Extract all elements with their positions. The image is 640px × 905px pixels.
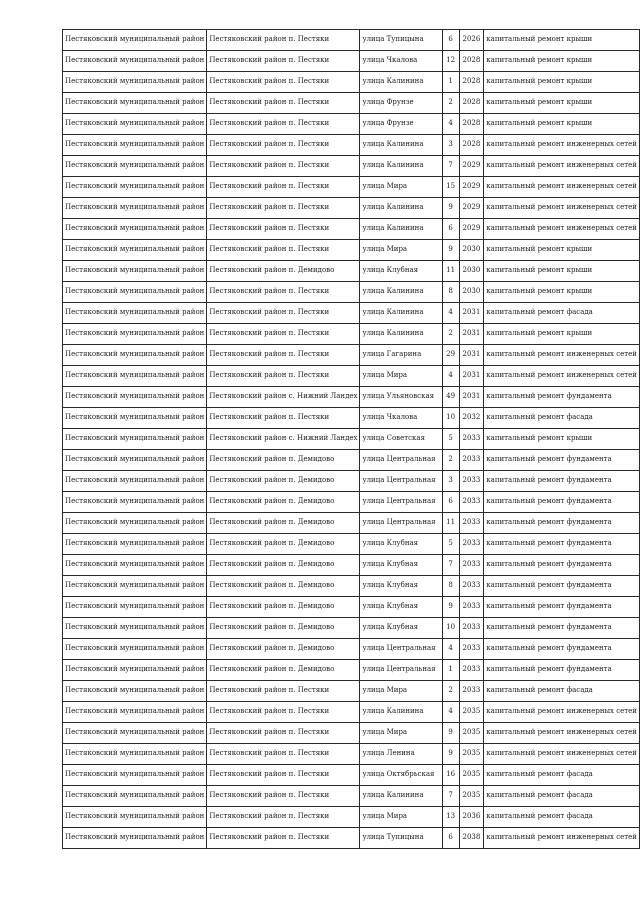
settlement-cell: Пестяковский район п. Демидово [207,660,360,681]
year-cell: 2033 [459,576,484,597]
house-number-cell: 4 [442,114,459,135]
district-cell: Пестяковский муниципальный район [63,450,207,471]
work-type-cell: капитальный ремонт инженерных сетей [484,723,640,744]
house-number-cell: 9 [442,723,459,744]
year-cell: 2038 [459,828,484,849]
settlement-cell: Пестяковский район п. Демидово [207,261,360,282]
table-row [63,303,640,324]
work-type-cell: капитальный ремонт фундамента [484,639,640,660]
year-cell: 2031 [459,303,484,324]
settlement-cell: Пестяковский район п. Пестяки [207,786,360,807]
district-cell: Пестяковский муниципальный район [63,660,207,681]
table-row [63,51,640,72]
settlement-cell: Пестяковский район п. Пестяки [207,240,360,261]
table-row [63,702,640,723]
year-cell: 2033 [459,597,484,618]
district-cell: Пестяковский муниципальный район [63,786,207,807]
work-type-cell: капитальный ремонт инженерных сетей [484,198,640,219]
house-number-cell: 6 [442,219,459,240]
district-cell: Пестяковский муниципальный район [63,492,207,513]
street-cell: улица Тупицына [360,30,442,51]
house-number-cell: 29 [442,345,459,366]
street-cell: улица Клубная [360,555,442,576]
year-cell: 2028 [459,51,484,72]
house-number-cell: 6 [442,492,459,513]
district-cell: Пестяковский муниципальный район [63,513,207,534]
settlement-cell: Пестяковский район п. Демидово [207,597,360,618]
table-row [63,219,640,240]
district-cell: Пестяковский муниципальный район [63,471,207,492]
work-type-cell: капитальный ремонт крыши [484,324,640,345]
settlement-cell: Пестяковский район п. Демидово [207,555,360,576]
table-row [63,177,640,198]
district-cell: Пестяковский муниципальный район [63,597,207,618]
year-cell: 2026 [459,30,484,51]
table-row [63,387,640,408]
district-cell: Пестяковский муниципальный район [63,240,207,261]
table-row [63,156,640,177]
table-row [63,807,640,828]
work-type-cell: капитальный ремонт фундамента [484,513,640,534]
settlement-cell: Пестяковский район п. Пестяки [207,303,360,324]
street-cell: улица Калинина [360,786,442,807]
year-cell: 2031 [459,345,484,366]
street-cell: улица Фрунзе [360,114,442,135]
settlement-cell: Пестяковский район п. Демидово [207,576,360,597]
district-cell: Пестяковский муниципальный район [63,555,207,576]
settlement-cell: Пестяковский район п. Пестяки [207,807,360,828]
work-type-cell: капитальный ремонт крыши [484,30,640,51]
year-cell: 2028 [459,93,484,114]
house-number-cell: 4 [442,303,459,324]
year-cell: 2031 [459,324,484,345]
year-cell: 2033 [459,639,484,660]
street-cell: улица Калинина [360,702,442,723]
house-number-cell: 8 [442,282,459,303]
table-row [63,660,640,681]
house-number-cell: 11 [442,261,459,282]
work-type-cell: капитальный ремонт инженерных сетей [484,828,640,849]
settlement-cell: Пестяковский район п. Пестяки [207,135,360,156]
year-cell: 2035 [459,702,484,723]
house-number-cell: 5 [442,429,459,450]
district-cell: Пестяковский муниципальный район [63,618,207,639]
street-cell: улица Калинина [360,324,442,345]
table-row [63,240,640,261]
table-row [63,576,640,597]
work-type-cell: капитальный ремонт фундамента [484,576,640,597]
house-number-cell: 2 [442,450,459,471]
work-type-cell: капитальный ремонт фасада [484,807,640,828]
district-cell: Пестяковский муниципальный район [63,723,207,744]
table-row [63,534,640,555]
work-type-cell: капитальный ремонт инженерных сетей [484,702,640,723]
settlement-cell: Пестяковский район п. Пестяки [207,282,360,303]
table-row [63,597,640,618]
work-type-cell: капитальный ремонт крыши [484,93,640,114]
table-row [63,72,640,93]
district-cell: Пестяковский муниципальный район [63,744,207,765]
street-cell: улица Калинина [360,135,442,156]
settlement-cell: Пестяковский район п. Пестяки [207,765,360,786]
street-cell: улица Октябрьская [360,765,442,786]
table-row [63,282,640,303]
table-row [63,261,640,282]
work-type-cell: капитальный ремонт фундамента [484,534,640,555]
settlement-cell: Пестяковский район п. Демидово [207,471,360,492]
table-row [63,639,640,660]
house-number-cell: 7 [442,786,459,807]
table-row [63,828,640,849]
work-type-cell: капитальный ремонт инженерных сетей [484,177,640,198]
table-row [63,366,640,387]
house-number-cell: 2 [442,324,459,345]
table-row [63,744,640,765]
house-number-cell: 11 [442,513,459,534]
year-cell: 2032 [459,408,484,429]
district-cell: Пестяковский муниципальный район [63,765,207,786]
street-cell: улица Мира [360,681,442,702]
work-type-cell: капитальный ремонт крыши [484,72,640,93]
house-number-cell: 49 [442,387,459,408]
district-cell: Пестяковский муниципальный район [63,534,207,555]
settlement-cell: Пестяковский район п. Пестяки [207,366,360,387]
table-body [63,30,640,849]
district-cell: Пестяковский муниципальный район [63,156,207,177]
table-row [63,681,640,702]
year-cell: 2035 [459,765,484,786]
table-row [63,471,640,492]
work-type-cell: капитальный ремонт фасада [484,303,640,324]
table-row [63,555,640,576]
year-cell: 2035 [459,723,484,744]
house-number-cell: 3 [442,471,459,492]
settlement-cell: Пестяковский район п. Пестяки [207,219,360,240]
street-cell: улица Ульяновская [360,387,442,408]
district-cell: Пестяковский муниципальный район [63,114,207,135]
table-row [63,786,640,807]
district-cell: Пестяковский муниципальный район [63,345,207,366]
work-type-cell: капитальный ремонт фасада [484,408,640,429]
year-cell: 2033 [459,450,484,471]
work-type-cell: капитальный ремонт крыши [484,282,640,303]
year-cell: 2031 [459,387,484,408]
settlement-cell: Пестяковский район п. Пестяки [207,198,360,219]
street-cell: улица Тупицына [360,828,442,849]
year-cell: 2031 [459,366,484,387]
street-cell: улица Мира [360,240,442,261]
street-cell: улица Центральная [360,513,442,534]
district-cell: Пестяковский муниципальный район [63,135,207,156]
street-cell: улица Центральная [360,492,442,513]
table-row [63,765,640,786]
work-type-cell: капитальный ремонт фундамента [484,618,640,639]
house-number-cell: 5 [442,534,459,555]
street-cell: улица Советская [360,429,442,450]
district-cell: Пестяковский муниципальный район [63,177,207,198]
work-type-cell: капитальный ремонт фасада [484,681,640,702]
street-cell: улица Фрунзе [360,93,442,114]
settlement-cell: Пестяковский район п. Демидово [207,450,360,471]
table-row [63,345,640,366]
house-number-cell: 12 [442,51,459,72]
house-number-cell: 6 [442,30,459,51]
house-number-cell: 9 [442,597,459,618]
year-cell: 2029 [459,177,484,198]
year-cell: 2035 [459,786,484,807]
street-cell: улица Мира [360,723,442,744]
street-cell: улица Чкалова [360,408,442,429]
year-cell: 2029 [459,156,484,177]
repair-schedule-table [62,29,640,849]
district-cell: Пестяковский муниципальный район [63,51,207,72]
table-row [63,30,640,51]
year-cell: 2033 [459,618,484,639]
district-cell: Пестяковский муниципальный район [63,387,207,408]
house-number-cell: 13 [442,807,459,828]
house-number-cell: 9 [442,198,459,219]
street-cell: улица Клубная [360,261,442,282]
work-type-cell: капитальный ремонт инженерных сетей [484,156,640,177]
settlement-cell: Пестяковский район п. Пестяки [207,51,360,72]
house-number-cell: 2 [442,93,459,114]
settlement-cell: Пестяковский район п. Пестяки [207,324,360,345]
house-number-cell: 8 [442,576,459,597]
table-row [63,492,640,513]
table-row [63,198,640,219]
table-row [63,618,640,639]
settlement-cell: Пестяковский район п. Пестяки [207,828,360,849]
district-cell: Пестяковский муниципальный район [63,282,207,303]
district-cell: Пестяковский муниципальный район [63,303,207,324]
district-cell: Пестяковский муниципальный район [63,198,207,219]
table-row [63,513,640,534]
year-cell: 2033 [459,660,484,681]
street-cell: улица Калинина [360,219,442,240]
table-row [63,450,640,471]
year-cell: 2033 [459,492,484,513]
table-row [63,135,640,156]
district-cell: Пестяковский муниципальный район [63,72,207,93]
work-type-cell: капитальный ремонт фасада [484,786,640,807]
house-number-cell: 1 [442,660,459,681]
settlement-cell: Пестяковский район п. Пестяки [207,30,360,51]
year-cell: 2033 [459,681,484,702]
work-type-cell: капитальный ремонт инженерных сетей [484,135,640,156]
street-cell: улица Центральная [360,471,442,492]
settlement-cell: Пестяковский район п. Демидово [207,534,360,555]
street-cell: улица Калинина [360,198,442,219]
year-cell: 2033 [459,471,484,492]
settlement-cell: Пестяковский район с. Нижний Ландех [207,387,360,408]
district-cell: Пестяковский муниципальный район [63,324,207,345]
street-cell: улица Мира [360,807,442,828]
year-cell: 2030 [459,240,484,261]
table-row [63,723,640,744]
year-cell: 2036 [459,807,484,828]
settlement-cell: Пестяковский район п. Пестяки [207,72,360,93]
year-cell: 2033 [459,513,484,534]
street-cell: улица Гагарина [360,345,442,366]
work-type-cell: капитальный ремонт инженерных сетей [484,345,640,366]
house-number-cell: 10 [442,618,459,639]
year-cell: 2030 [459,261,484,282]
street-cell: улица Калинина [360,72,442,93]
district-cell: Пестяковский муниципальный район [63,681,207,702]
table-row [63,324,640,345]
district-cell: Пестяковский муниципальный район [63,828,207,849]
work-type-cell: капитальный ремонт инженерных сетей [484,744,640,765]
settlement-cell: Пестяковский район п. Демидово [207,513,360,534]
year-cell: 2030 [459,282,484,303]
district-cell: Пестяковский муниципальный район [63,30,207,51]
settlement-cell: Пестяковский район п. Пестяки [207,723,360,744]
work-type-cell: капитальный ремонт фундамента [484,555,640,576]
year-cell: 2028 [459,135,484,156]
street-cell: улица Клубная [360,576,442,597]
year-cell: 2028 [459,114,484,135]
settlement-cell: Пестяковский район п. Демидово [207,492,360,513]
work-type-cell: капитальный ремонт фундамента [484,492,640,513]
street-cell: улица Центральная [360,639,442,660]
year-cell: 2028 [459,72,484,93]
street-cell: улица Центральная [360,450,442,471]
work-type-cell: капитальный ремонт фундамента [484,660,640,681]
district-cell: Пестяковский муниципальный район [63,576,207,597]
settlement-cell: Пестяковский район п. Пестяки [207,345,360,366]
house-number-cell: 2 [442,681,459,702]
settlement-cell: Пестяковский район п. Пестяки [207,156,360,177]
house-number-cell: 1 [442,72,459,93]
work-type-cell: капитальный ремонт инженерных сетей [484,219,640,240]
settlement-cell: Пестяковский район с. Нижний Ландех [207,429,360,450]
house-number-cell: 7 [442,156,459,177]
house-number-cell: 15 [442,177,459,198]
settlement-cell: Пестяковский район п. Пестяки [207,177,360,198]
work-type-cell: капитальный ремонт крыши [484,240,640,261]
house-number-cell: 9 [442,744,459,765]
year-cell: 2029 [459,219,484,240]
district-cell: Пестяковский муниципальный район [63,429,207,450]
district-cell: Пестяковский муниципальный район [63,366,207,387]
house-number-cell: 7 [442,555,459,576]
settlement-cell: Пестяковский район п. Пестяки [207,408,360,429]
street-cell: улица Ленина [360,744,442,765]
table-row [63,429,640,450]
settlement-cell: Пестяковский район п. Пестяки [207,744,360,765]
table-row [63,114,640,135]
year-cell: 2029 [459,198,484,219]
year-cell: 2033 [459,429,484,450]
street-cell: улица Калинина [360,303,442,324]
work-type-cell: капитальный ремонт фундамента [484,450,640,471]
settlement-cell: Пестяковский район п. Пестяки [207,681,360,702]
house-number-cell: 9 [442,240,459,261]
district-cell: Пестяковский муниципальный район [63,702,207,723]
district-cell: Пестяковский муниципальный район [63,639,207,660]
work-type-cell: капитальный ремонт фундамента [484,471,640,492]
settlement-cell: Пестяковский район п. Пестяки [207,702,360,723]
street-cell: улица Клубная [360,618,442,639]
work-type-cell: капитальный ремонт фундамента [484,597,640,618]
street-cell: улица Чкалова [360,51,442,72]
table-row [63,93,640,114]
house-number-cell: 4 [442,702,459,723]
district-cell: Пестяковский муниципальный район [63,93,207,114]
work-type-cell: капитальный ремонт крыши [484,429,640,450]
district-cell: Пестяковский муниципальный район [63,219,207,240]
settlement-cell: Пестяковский район п. Пестяки [207,114,360,135]
year-cell: 2033 [459,534,484,555]
settlement-cell: Пестяковский район п. Пестяки [207,93,360,114]
work-type-cell: капитальный ремонт крыши [484,261,640,282]
street-cell: улица Калинина [360,156,442,177]
year-cell: 2035 [459,744,484,765]
street-cell: улица Клубная [360,597,442,618]
house-number-cell: 4 [442,639,459,660]
work-type-cell: капитальный ремонт фундамента [484,387,640,408]
house-number-cell: 4 [442,366,459,387]
street-cell: улица Центральная [360,660,442,681]
settlement-cell: Пестяковский район п. Демидово [207,639,360,660]
year-cell: 2033 [459,555,484,576]
district-cell: Пестяковский муниципальный район [63,261,207,282]
district-cell: Пестяковский муниципальный район [63,408,207,429]
house-number-cell: 10 [442,408,459,429]
document-page [62,29,640,849]
work-type-cell: капитальный ремонт крыши [484,114,640,135]
street-cell: улица Калинина [360,282,442,303]
street-cell: улица Мира [360,366,442,387]
district-cell: Пестяковский муниципальный район [63,807,207,828]
settlement-cell: Пестяковский район п. Демидово [207,618,360,639]
street-cell: улица Мира [360,177,442,198]
house-number-cell: 3 [442,135,459,156]
work-type-cell: капитальный ремонт инженерных сетей [484,366,640,387]
work-type-cell: капитальный ремонт крыши [484,51,640,72]
work-type-cell: капитальный ремонт фасада [484,765,640,786]
house-number-cell: 6 [442,828,459,849]
table-row [63,408,640,429]
street-cell: улица Клубная [360,534,442,555]
house-number-cell: 16 [442,765,459,786]
